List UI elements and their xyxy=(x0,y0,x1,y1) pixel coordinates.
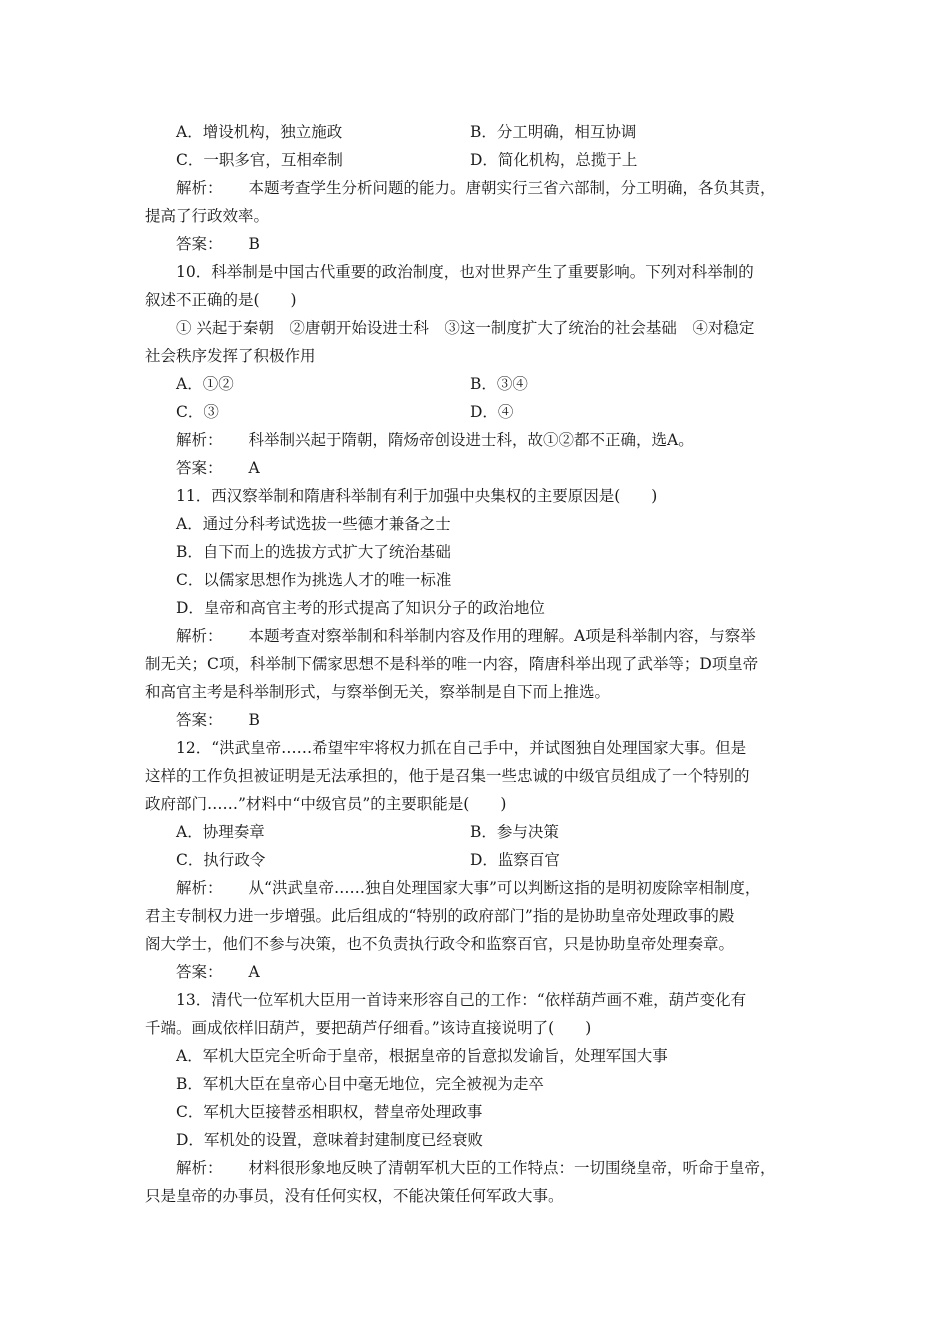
analysis-text: 本题考查学生分析问题的能力。唐朝实行三省六部制，分工明确，各负其责， xyxy=(248,179,776,197)
analysis-text: 从“洪武皇帝……独自处理国家大事”可以判断这指的是明初废除宰相制度， xyxy=(248,879,761,897)
q12-option-a: A．协理奏章 xyxy=(176,823,265,841)
answer-label: 答案： xyxy=(176,711,223,729)
q9-option-d: D．简化机构，总揽于上 xyxy=(470,151,638,169)
answer-label: 答案： xyxy=(176,963,223,981)
q10-analysis-line xyxy=(176,430,846,450)
q13-option-d: D．军机处的设置，意味着封建制度已经衰败 xyxy=(176,1131,483,1149)
q10-answer-line xyxy=(176,458,846,478)
q10-option-a: A．①② xyxy=(176,375,234,393)
q10-stem-line-1: 10．科举制是中国古代重要的政治制度，也对世界产生了重要影响。下列对科举制的 xyxy=(176,263,754,281)
q12-option-b: B．参与决策 xyxy=(470,823,559,841)
analysis-label: 解析： xyxy=(176,627,223,645)
q11-option-b: B．自下而上的选拔方式扩大了统治基础 xyxy=(176,543,451,561)
q11-analysis-line-2: 制无关；C项，科举制下儒家思想不是科举的唯一内容，隋唐科举出现了武举等；D项皇帝 xyxy=(145,655,759,673)
q12-analysis-line-2: 君主专制权力进一步增强。此后组成的“特别的政府部门”指的是协助皇帝处理政事的殿 xyxy=(145,907,735,925)
analysis-text: 本题考查对察举制和科举制内容及作用的理解。A项是科举制内容，与察举 xyxy=(248,627,756,645)
analysis-text: 科举制兴起于隋朝，隋炀帝创设进士科，故①②都不正确，选A。 xyxy=(248,431,694,449)
q12-option-d: D．监察百官 xyxy=(470,851,560,869)
answer-value: A xyxy=(248,963,260,981)
q9-option-c: C．一职多官，互相牵制 xyxy=(176,151,343,169)
answer-label: 答案： xyxy=(176,459,223,477)
q11-answer-line xyxy=(176,710,846,730)
analysis-label: 解析： xyxy=(176,879,223,897)
q9-analysis-line-2: 提高了行政效率。 xyxy=(145,207,270,225)
q12-stem-line-3: 政府部门……”材料中“中级官员”的主要职能是( ) xyxy=(145,795,507,813)
q13-option-b: B．军机大臣在皇帝心目中毫无地位，完全被视为走卒 xyxy=(176,1075,544,1093)
q9-option-b: B．分工明确，相互协调 xyxy=(470,123,637,141)
q11-option-d: D．皇帝和高官主考的形式提高了知识分子的政治地位 xyxy=(176,599,545,617)
q11-option-c: C．以儒家思想作为挑选人才的唯一标准 xyxy=(176,571,452,589)
q10-statements-line-2: 社会秩序发挥了积极作用 xyxy=(145,347,316,365)
q10-option-c: C．③ xyxy=(176,403,219,421)
q11-analysis-line xyxy=(176,626,846,646)
q13-stem-line-1: 13．清代一位军机大臣用一首诗来形容自己的工作：“依样葫芦画不难，葫芦变化有 xyxy=(176,991,747,1009)
answer-value: B xyxy=(248,711,260,729)
q9-answer-line xyxy=(176,234,846,254)
answer-value: A xyxy=(248,459,260,477)
q11-analysis-line-3: 和高官主考是科举制形式，与察举倒无关，察举制是自下而上推选。 xyxy=(145,683,611,701)
answer-label: 答案： xyxy=(176,235,223,253)
q13-option-c: C．军机大臣接替丞相职权，替皇帝处理政事 xyxy=(176,1103,483,1121)
answer-value: B xyxy=(248,235,260,253)
analysis-text: 材料很形象地反映了清朝军机大臣的工作特点：一切围绕皇帝，听命于皇帝， xyxy=(248,1159,776,1177)
q10-option-d: D．④ xyxy=(470,403,514,421)
q12-stem-line-1: 12．“洪武皇帝……希望牢牢将权力抓在自己手中，并试图独自处理国家大事。但是 xyxy=(176,739,747,757)
q11-option-a: A．通过分科考试选拔一些德才兼备之士 xyxy=(176,515,451,533)
q13-analysis-line xyxy=(176,1158,846,1178)
q12-stem-line-2: 这样的工作负担被证明是无法承担的，他于是召集一些忠诚的中级官员组成了一个特别的 xyxy=(145,767,750,785)
q12-option-c: C．执行政令 xyxy=(176,851,266,869)
q12-answer-line xyxy=(176,962,846,982)
q13-option-a: A．军机大臣完全听命于皇帝，根据皇帝的旨意拟发谕旨，处理军国大事 xyxy=(176,1047,668,1065)
analysis-label: 解析： xyxy=(176,179,223,197)
q10-stem-line-2: 叙述不正确的是( ) xyxy=(145,291,297,309)
q12-analysis-line xyxy=(176,878,846,898)
q12-analysis-line-3: 阁大学士，他们不参与决策，也不负责执行政令和监察百官，只是协助皇帝处理奏章。 xyxy=(145,935,735,953)
analysis-label: 解析： xyxy=(176,1159,223,1177)
q11-stem: 11．西汉察举制和隋唐科举制有利于加强中央集权的主要原因是( ) xyxy=(176,487,658,505)
q10-statements-line-1: ① 兴起于秦朝 ②唐朝开始设进士科 ③这一制度扩大了统治的社会基础 ④对稳定 xyxy=(176,319,755,337)
q9-analysis-line xyxy=(176,178,846,198)
analysis-label: 解析： xyxy=(176,431,223,449)
q9-option-a: A．增设机构，独立施政 xyxy=(176,123,343,141)
q13-analysis-line-2: 只是皇帝的办事员，没有任何实权，不能决策任何军政大事。 xyxy=(145,1187,564,1205)
q13-stem-line-2: 千端。画成依样旧葫芦，要把葫芦仔细看。”该诗直接说明了( ) xyxy=(145,1019,592,1037)
q10-option-b: B．③④ xyxy=(470,375,528,393)
